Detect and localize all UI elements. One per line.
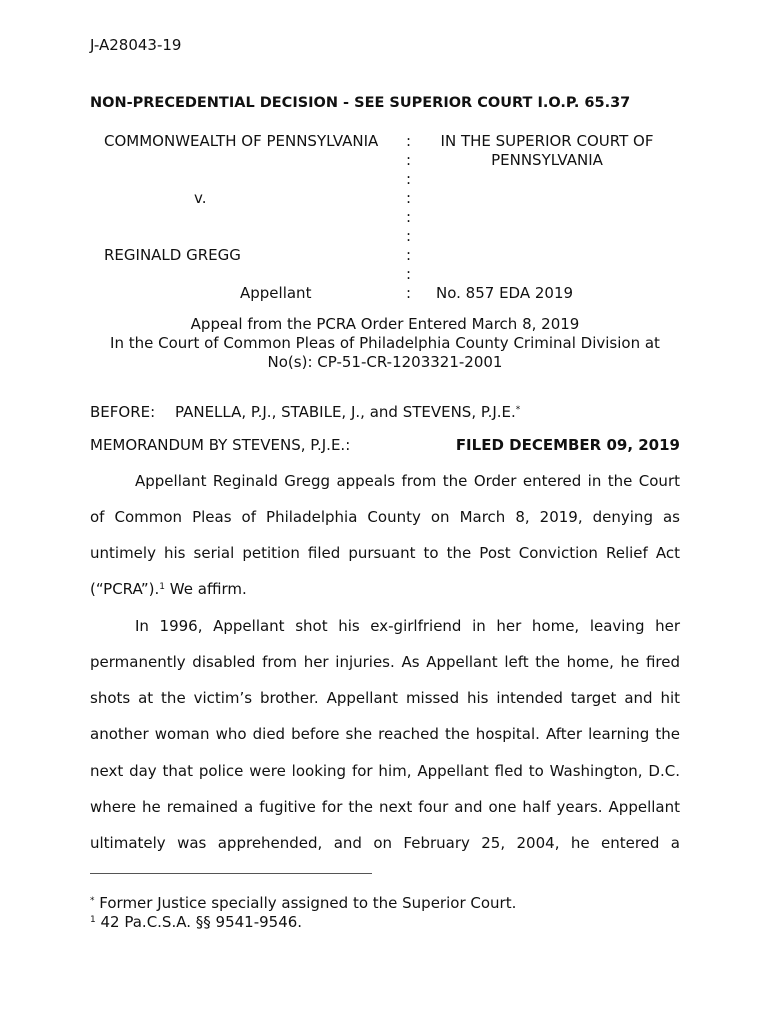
body-line: untimely his serial petition filed pursuant to the Post Conviction Relief Act [90, 544, 680, 562]
footnote-star [90, 894, 516, 913]
memorandum-author: MEMORANDUM BY STEVENS, P.J.E.: [90, 436, 351, 454]
body-line: where he remained a fugitive for the next four and one half years. Appellant [90, 798, 680, 816]
party-appellant-name: REGINALD GREGG [104, 246, 241, 264]
body-line [90, 580, 680, 599]
filed-date: FILED DECEMBER 09, 2019 [455, 436, 680, 454]
caption-colon: : [406, 189, 412, 207]
decision-banner: NON-PRECEDENTIAL DECISION - SEE SUPERIOR COURT I.O.P. 65.37 [90, 95, 631, 111]
caption-colon: : [406, 265, 412, 283]
versus-label: v. [194, 189, 207, 207]
docket-number: No. 857 EDA 2019 [436, 284, 574, 302]
footnote-star-marker: * [90, 896, 95, 906]
footnote-divider [90, 873, 372, 874]
footnote-marker-1: 1 [159, 582, 166, 592]
body-line-text: (“PCRA”). [90, 580, 160, 598]
caption-colon: : [406, 132, 412, 150]
body-line: permanently disabled from her injuries. As Appellant left the home, he fired [90, 653, 680, 671]
court-name-line-2: PENNSYLVANIA [491, 151, 603, 169]
caption-colon: : [406, 227, 412, 245]
court-name-line-1: IN THE SUPERIOR COURT OF [440, 132, 654, 150]
body-line: shots at the victim’s brother. Appellant missed his intended target and hit [90, 689, 680, 707]
docket-id: J-A28043-19 [90, 36, 182, 54]
appeal-line-3: No(s): CP-51-CR-1203321-2001 [267, 353, 503, 371]
body-line: Appellant Reginald Gregg appeals from the Order entered in the Court [135, 472, 680, 490]
footnote-marker-star: * [515, 405, 521, 415]
panel-judges-text: PANELLA, P.J., STABILE, J., and STEVENS, P.J.E. [175, 403, 516, 421]
caption-colon: : [406, 151, 412, 169]
caption-colon: : [406, 246, 412, 264]
appeal-line-1: Appeal from the PCRA Order Entered March 8, 2019 [190, 315, 580, 333]
caption-colon: : [406, 170, 412, 188]
party-role: Appellant [240, 284, 312, 302]
body-line: ultimately was apprehended, and on February 25, 2004, he entered a [90, 834, 680, 852]
footnote-1-marker: 1 [90, 915, 96, 925]
body-line: In 1996, Appellant shot his ex-girlfriend in her home, leaving her [135, 617, 680, 635]
caption-colon: : [406, 208, 412, 226]
caption-colon: : [406, 284, 412, 302]
appeal-line-2: In the Court of Common Pleas of Philadelphia County Criminal Division at [110, 334, 660, 352]
party-commonwealth: COMMONWEALTH OF PENNSYLVANIA [104, 132, 379, 150]
body-line: of Common Pleas of Philadelphia County on March 8, 2019, denying as [90, 508, 680, 526]
before-label: BEFORE: [90, 403, 156, 421]
body-line-text: We affirm. [165, 580, 247, 598]
footnote-1 [90, 913, 302, 932]
body-line: next day that police were looking for him, Appellant fled to Washington, D.C. [90, 762, 680, 780]
footnote-star-text: Former Justice specially assigned to the Superior Court. [94, 894, 517, 912]
panel-judges [175, 403, 520, 422]
footnote-1-text: 42 Pa.C.S.A. §§ 9541-9546. [95, 913, 303, 931]
body-line: another woman who died before she reached the hospital. After learning the [90, 725, 680, 743]
